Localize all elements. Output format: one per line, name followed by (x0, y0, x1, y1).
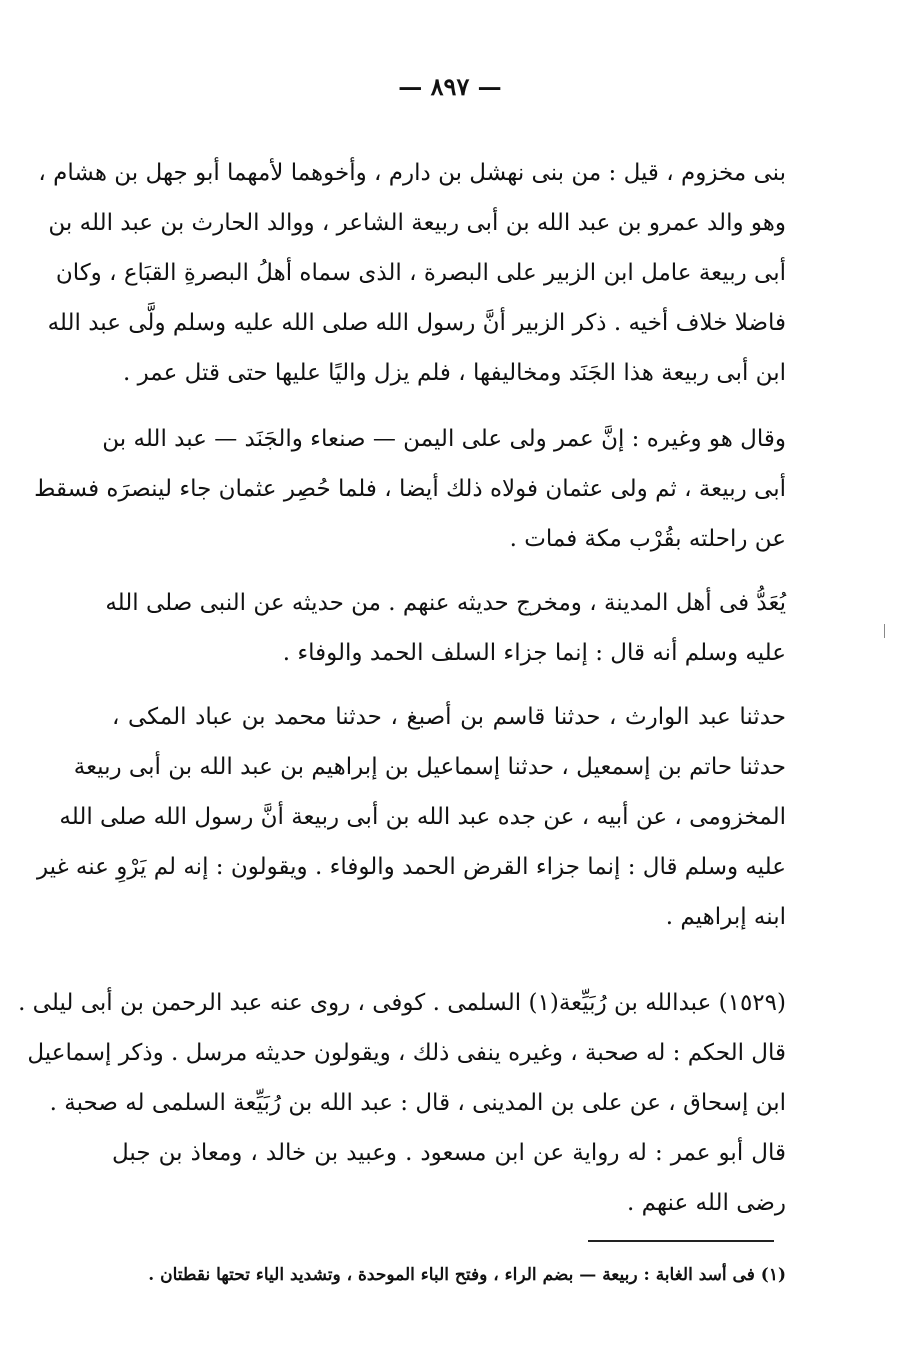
text-line: وقال هو وغيره : إنَّ عمر ولى على اليمن — صنعاء والجَنَد — عبد الله بن (102, 426, 786, 452)
text-line: ابن أبى ربيعة هذا الجَنَد ومخاليفها ، فلم يزل واليًا عليها حتى قتل عمر . (122, 360, 786, 386)
text-line: حدثنا حاتم بن إسمعيل ، حدثنا إسماعيل بن إبراهيم بن عبد الله بن أبى ربيعة (73, 754, 786, 780)
paragraph-hadith-reference (105, 578, 786, 678)
text-line: قال أبو عمر : له رواية عن ابن مسعود . وعبيد بن خالد ، ومعاذ بن جبل (112, 1140, 786, 1166)
footnote-divider (588, 1240, 774, 1242)
margin-mark (884, 624, 885, 638)
text-line: (١٥٢٩) عبدالله بن رُبَيِّعة(١) السلمى . كوفى ، روى عنه عبد الرحمن بن أبى ليلى . (18, 990, 786, 1016)
text-line: يُعَدُّ فى أهل المدينة ، ومخرج حديثه عنهم . من حديثه عن النبى صلى الله (105, 590, 786, 616)
page-number: — ٨٩٧ — (398, 72, 502, 101)
text-line: المخزومى ، عن أبيه ، عن جده عبد الله بن أبى ربيعة أنَّ رسول الله صلى الله (59, 804, 786, 830)
paragraph-abdullah-ibn-abi-rabia-lineage (38, 148, 786, 398)
text-line: قال الحكم : له صحبة ، وغيره ينفى ذلك ، ويقولون حديثه مرسل . وذكر إسماعيل (27, 1040, 786, 1066)
paragraph-governorship (34, 414, 786, 564)
paragraph-isnad-chain (36, 692, 786, 942)
text-line: ابنه إبراهيم . (665, 904, 786, 930)
paragraph-entry-1529 (18, 978, 786, 1228)
text-line: حدثنا عبد الوارث ، حدثنا قاسم بن أصبغ ، حدثنا محمد بن عباد المكى ، (112, 704, 786, 730)
footnote: (١) فى أسد الغابة : ربيعة — بضم الراء ، وفتح الباء الموحدة ، وتشديد الياء تحتها نقطتان . (148, 1265, 786, 1285)
text-line: رضى الله عنهم . (627, 1190, 786, 1216)
text-line: بنى مخزوم ، قيل : من بنى نهشل بن دارم ، وأخوهما لأمهما أبو جهل بن هشام ، (38, 160, 786, 186)
text-line: عليه وسلم قال : إنما جزاء القرض الحمد والوفاء . ويقولون : إنه لم يَرْوِ عنه غير (36, 854, 786, 880)
text-line: ابن إسحاق ، عن على بن المدينى ، قال : عبد الله بن رُبَيِّعة السلمى له صحبة . (49, 1090, 786, 1116)
text-line: أبى ربيعة عامل ابن الزبير على البصرة ، الذى سماه أهلُ البصرةِ القبَاع ، وكان (55, 260, 786, 286)
text-line: عن راحلته بقُرْب مكة فمات . (509, 526, 786, 552)
text-line: وهو والد عمرو بن عبد الله بن أبى ربيعة الشاعر ، ووالد الحارث بن عبد الله بن (48, 210, 786, 236)
text-line: أبى ربيعة ، ثم ولى عثمان فولاه ذلك أيضا ، فلما حُصِر عثمان جاء لينصرَه فسقط (34, 476, 786, 502)
text-line: فاضلا خلاف أخيه . ذكر الزبير أنَّ رسول الله صلى الله عليه وسلم ولَّى عبد الله (47, 310, 786, 336)
text-line: عليه وسلم أنه قال : إنما جزاء السلف الحمد والوفاء . (282, 640, 786, 666)
